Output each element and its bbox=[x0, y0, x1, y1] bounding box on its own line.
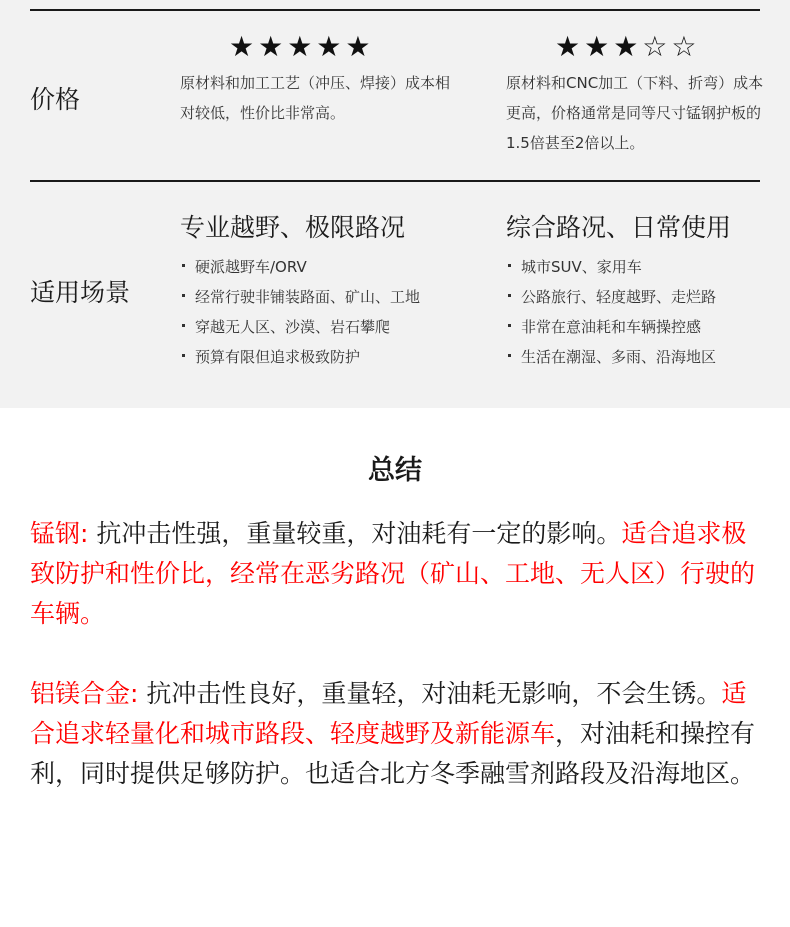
steel-price-description: 原材料和加工工艺（冲压、焊接）成本相对较低，性价比非常高。 bbox=[180, 74, 451, 122]
alloy-name: 铝镁合金: bbox=[30, 679, 139, 708]
alloy-summary-text: 抗冲击性良好，重量轻，对油耗无影响，不会生锈。 bbox=[138, 679, 722, 708]
price-row-label: 价格 bbox=[30, 85, 81, 114]
alloy-scenario-heading: 综合路况、日常使用 bbox=[506, 213, 732, 242]
middle-divider bbox=[30, 180, 760, 182]
steel-recommendation: 适合追求极致防护和性价比，经常在恶劣路况（矿山、工地、无人区）行驶的车辆。 bbox=[30, 519, 756, 628]
steel-name: 锰钢: bbox=[30, 519, 89, 548]
alloy-recommendation: 适合追求轻量化和城市路段、轻度越野及新能源车 bbox=[30, 679, 747, 748]
steel-summary-text: 抗冲击性强，重量较重，对油耗有一定的影响。 bbox=[88, 519, 622, 548]
list-item: 预算有限但追求极致防护 bbox=[180, 342, 420, 372]
bullet-icon bbox=[508, 294, 511, 297]
comparison-panel bbox=[0, 0, 790, 408]
list-item: 非常在意油耗和车辆操控感 bbox=[506, 312, 716, 342]
list-item: 城市SUV、家用车 bbox=[506, 252, 716, 282]
top-divider bbox=[30, 9, 760, 11]
alloy-summary-paragraph bbox=[30, 674, 770, 794]
list-item: 生活在潮湿、多雨、沿海地区 bbox=[506, 342, 716, 372]
alloy-price-description: 原材料和CNC加工（下料、折弯）成本更高，价格通常是同等尺寸锰钢护板的1.5倍甚至2倍以上。 bbox=[506, 74, 764, 152]
alloy-summary-rest: ，对油耗和操控有利，同时提供足够防护。也适合北方冬季融雪剂路段及沿海地区。 bbox=[30, 719, 756, 788]
alloy-scenario-list bbox=[506, 252, 716, 372]
bullet-icon bbox=[508, 264, 511, 267]
list-item: 穿越无人区、沙漠、岩石攀爬 bbox=[180, 312, 420, 342]
list-item: 公路旅行、轻度越野、走烂路 bbox=[506, 282, 716, 312]
steel-scenario-list bbox=[180, 252, 420, 372]
bullet-icon bbox=[508, 354, 511, 357]
steel-scenario-heading: 专业越野、极限路况 bbox=[180, 213, 406, 242]
scenario-row-label: 适用场景 bbox=[30, 278, 131, 307]
bullet-icon bbox=[182, 354, 185, 357]
bullet-icon bbox=[182, 324, 185, 327]
summary-title: 总结 bbox=[368, 455, 422, 486]
bullet-icon bbox=[508, 324, 511, 327]
bullet-icon bbox=[182, 294, 185, 297]
steel-price-rating: ★★★★★ bbox=[229, 30, 375, 63]
list-item: 硬派越野车/ORV bbox=[180, 252, 420, 282]
alloy-price-rating: ★★★☆☆ bbox=[555, 30, 701, 63]
list-item: 经常行驶非铺装路面、矿山、工地 bbox=[180, 282, 420, 312]
bullet-icon bbox=[182, 264, 185, 267]
steel-summary-paragraph bbox=[30, 514, 770, 634]
